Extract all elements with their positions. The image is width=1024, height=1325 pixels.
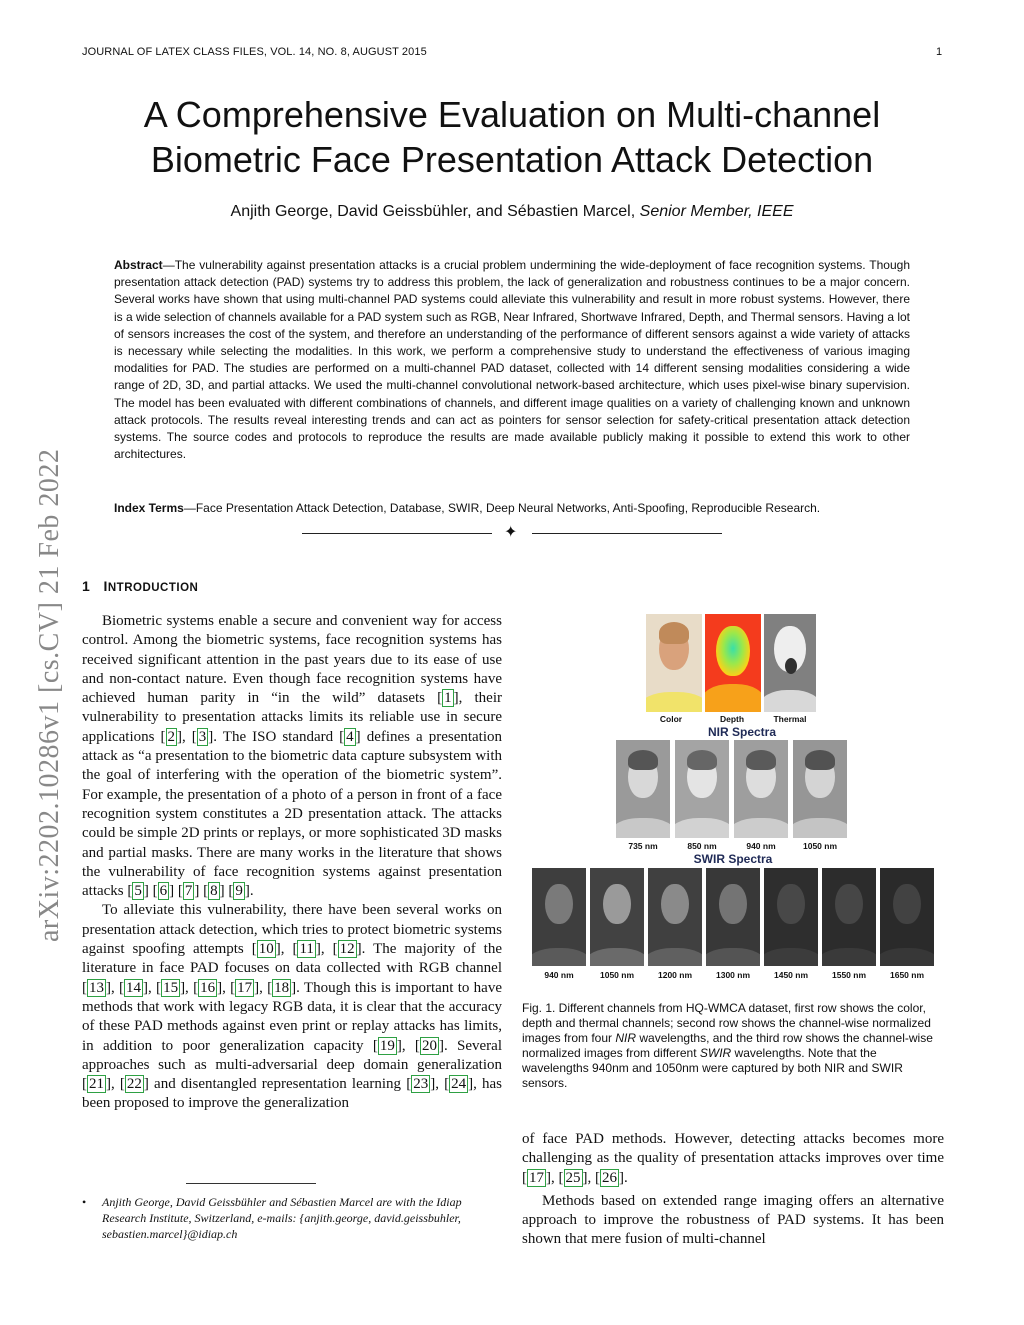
section-heading <box>82 578 198 594</box>
citation-link[interactable]: 12 <box>339 941 355 958</box>
text-run: of face PAD methods. However, detecting attacks becomes more challenging as the quality of presentation attacks improves over time <box>522 1131 944 1167</box>
title-line-1: A Comprehensive Evaluation on Multi-channel <box>143 94 881 135</box>
swir-image-1 <box>532 868 586 966</box>
swir-label-3: 1200 nm <box>657 970 693 980</box>
swir-image-7 <box>880 868 934 966</box>
text-run: To alleviate this vulnerability, there have been several works on presentation attack detection, which tries to protect biometric systems against spoofing attempts <box>82 902 502 958</box>
citation-link[interactable]: 24 <box>451 1076 467 1093</box>
citation-link[interactable]: 4 <box>346 728 354 745</box>
intro-paragraph-2: To alleviate this vulnerability, there have been several works on presentation attack detection, which tries to protect biometric systems against spoofing attempts [ 10 ], [ 11 ], [ 12 ]. The majority of the literature in face PAD focuses on data collected with RGB channel [ 13 ], [ 14 ], [ 15 ], [ 16 ], [ 17 ], [ 18 ]. Though this is important to have methods that work with legacy RGB data, it is clear that the accuracy of these PAD methods against even print or replay attacks has limits, in addition to poor generalization capacity [ 19 ], [ 20 ]. Several approaches such as multi-adversarial deep domain generalization [ 21 ], [ 22 ] and disentangled representation learning [ 23 ], [ 24 ], has been proposed to improve the generalization <box>82 902 502 1112</box>
citation-link[interactable]: 10 <box>258 941 274 958</box>
figure-caption <box>522 1001 944 1091</box>
citation-link[interactable]: 5 <box>134 883 142 900</box>
citation-link[interactable]: 21 <box>89 1076 104 1093</box>
row1-label-color: Color <box>659 714 683 724</box>
text-run: , has been proposed to improve the generalization <box>82 1076 502 1112</box>
footnote-bullet-icon: • <box>82 1195 87 1209</box>
citation-link[interactable]: 9 <box>235 883 243 900</box>
swir-label-7: 1650 nm <box>889 970 925 980</box>
citation-link[interactable]: 2 <box>167 728 176 745</box>
separator-rule-left <box>302 533 492 534</box>
text-run: Biometric systems enable a secure and convenient way for access control. Among the biometric systems, face recognition systems has received significant attention in the past years due to its ease of use and non-contact nature. Even though face recognition systems have achieved human parity in “in the wild” datasets <box>82 613 502 707</box>
separator-rule-right <box>532 533 722 534</box>
nir-label-3: 940 nm <box>746 841 776 851</box>
paper-title <box>60 92 964 182</box>
citation-link[interactable]: 19 <box>379 1037 395 1054</box>
index-terms-label: Index Terms <box>114 501 184 515</box>
text-run: . Several approaches such as multi-adversarial deep domain generalization <box>82 1037 502 1073</box>
text-run: . <box>249 883 254 900</box>
arxiv-identifier[interactable]: arXiv:2202.10286v1 [cs.CV] 21 Feb 2022 <box>34 448 65 942</box>
row1-label-thermal: Thermal <box>773 714 807 724</box>
nir-label-4: 1050 nm <box>802 841 838 851</box>
running-head: JOURNAL OF LATEX CLASS FILES, VOL. 14, NO. 8, AUGUST 2015 <box>82 46 427 58</box>
text-run: SWIR <box>699 1046 732 1060</box>
text-run: NIR <box>615 1031 637 1045</box>
text-run: . The majority of the literature in face PAD focuses on data collected with RGB channel <box>82 941 502 977</box>
nir-image-4 <box>793 740 847 838</box>
abstract-text: —The vulnerability against presentation attacks is a crucial problem undermining the wide-deployment of face recognition systems. Though presentation attack detection (PAD) systems try to address this problem, the lack of generalization and robustness continues to be a major concern. Several works have shown that using multi-channel PAD systems could alleviate this vulnerability and result in more robust systems. However, there is a wide selection of channels available for a PAD system such as RGB, Near Infrared, Shortwave Infrared, Depth, and Thermal sensors. Having a lot of sensors increases the cost of the system, and therefore an understanding of the performance of different sensors against a wide variety of attacks is necessary while selecting the modalities. In this work, we perform a comprehensive study to understand the effectiveness of various imaging modalities for PAD. The studies are performed on a multi-channel PAD dataset, collected with 14 different sensing modalities considering a wide range of 2D, 3D, and partial attacks. We used the multi-channel convolutional network-based architecture, which uses pixel-wise binary supervision. The model has been evaluated with different combinations of channels, and different image qualities on a variety of challenging known and unknown attack protocols. The results reveal interesting trends and can act as pointers for sensor selection for safety-critical presentation attack detection systems. The source codes and protocols to reproduce the results are made available publicly making it possible to extend this work to other architectures. <box>114 258 910 462</box>
index-terms <box>114 500 910 516</box>
depth-image <box>705 614 761 712</box>
citation-link[interactable]: 16 <box>200 979 216 996</box>
section-title-rest: NTRODUCTION <box>107 582 199 594</box>
citation-link[interactable]: 17 <box>529 1169 544 1186</box>
text-run: Fig. 1. Different channels from HQ-WMCA dataset, first row shows the color, depth and thermal channels; second row shows the channel-wise normalized images from four <box>522 1001 931 1045</box>
swir-image-3 <box>648 868 702 966</box>
citation-link[interactable]: 18 <box>274 979 290 996</box>
swir-image-5 <box>764 868 818 966</box>
author-names: Anjith George, David Geissbühler, and Sébastien Marcel, <box>230 203 636 220</box>
thermal-image <box>764 614 816 712</box>
citation-link[interactable]: 15 <box>163 979 179 996</box>
abstract-label: Abstract <box>114 258 163 272</box>
swir-image-2 <box>590 868 644 966</box>
intro-paragraph-1: Biometric systems enable a secure and convenient way for access control. Among the biometric systems, face recognition systems has received significant attention in the past years due to its ease of use and non-contact nature. Even though face recognition systems have achieved human parity in “in the wild” datasets [ 1 ], their vulnerability to presentation attacks limits its reliable use in secure applications [ 2 ], [ 3 ]. The ISO standard [ 4 ] defines a presentation attack as “a presentation to the biometric data capture subsystem with the goal of interfering with the operation of the biometric system”. For example, the presentation of a photo of a person in front of a face recognition system constitutes a 2D presentation attack. The attacks could be simple 2D prints or replays, or more sophisticated 3D masks and partial masks. There are many works in the literature that shows the vulnerability of face recognition systems against presentation attacks [ 5 ] [ 6 ] [ 7 ] [ 8 ] [ 9 ]. <box>82 613 503 900</box>
separator-ornament-icon: ✦ <box>504 524 518 541</box>
citation-link[interactable]: 3 <box>198 728 207 745</box>
section-number: 1 <box>82 578 91 594</box>
nir-image-2 <box>675 740 729 838</box>
swir-spectra-title: SWIR Spectra <box>693 852 773 866</box>
citation-link[interactable]: 23 <box>413 1076 429 1093</box>
swir-label-1: 940 nm <box>544 970 574 980</box>
right-column-body <box>522 1130 944 1250</box>
text-run: defines a presentation attack as “a presentation to the biometric data capture subsystem with the goal of interfering with the operation of the biometric system”. For example, the presentation of a photo of a person in front of a face recognition system constitutes a 2D presentation attack. The attacks could be simple 2D prints or replays, or more sophisticated 3D masks and partial masks. There are many works in the literature that shows the vulnerability of face recognition systems against presentation attacks <box>82 728 503 900</box>
index-terms-text: —Face Presentation Attack Detection, Database, SWIR, Deep Neural Networks, Anti-Spoofing, Reproducible Research. <box>183 501 821 515</box>
nir-label-2: 850 nm <box>687 841 717 851</box>
abstract <box>114 257 910 463</box>
swir-label-2: 1050 nm <box>599 970 635 980</box>
color-image <box>646 614 702 712</box>
swir-label-5: 1450 nm <box>773 970 809 980</box>
citation-link[interactable]: 22 <box>126 1076 142 1093</box>
right-paragraph-2: Methods based on extended range imaging offers an alternative approach to improve the robustness of PAD systems. It has been shown that mere fusion of multi-channel <box>522 1192 944 1248</box>
citation-link[interactable]: 20 <box>421 1037 437 1054</box>
citation-link[interactable]: 17 <box>237 979 253 996</box>
footnote-text: Anjith George, David Geissbühler and Sébastien Marcel are with the Idiap Research Institute, Switzerland, e-mails: {anjith.george, david.geissbuhler, sebastien.marcel}@idiap.ch <box>102 1195 462 1241</box>
citation-link[interactable]: 8 <box>210 883 218 900</box>
nir-label-1: 735 nm <box>628 841 658 851</box>
citation-link[interactable]: 7 <box>184 883 193 900</box>
left-column-body <box>82 612 502 1114</box>
text-run: wavelengths. Note that the wavelengths 940nm and 1050nm were captured by both NIR and SWIR sensors. <box>522 1046 903 1090</box>
text-run: . <box>624 1169 628 1186</box>
swir-image-4 <box>706 868 760 966</box>
footnote <box>82 1194 502 1242</box>
author-role: Senior Member, IEEE <box>639 203 794 220</box>
author-list <box>60 203 964 221</box>
footnote-rule <box>186 1183 316 1184</box>
right-paragraph-1: of face PAD methods. However, detecting attacks becomes more challenging as the quality of presentation attacks improves over time [ 17 ], [ 25 ], [ 26 ]. <box>522 1131 944 1186</box>
text-run: , <box>182 728 192 745</box>
text-run: . The ISO standard <box>213 728 340 745</box>
text-run: . Though this is important to have methods that work with legacy RGB data, it is clear that the accuracy of these PAD methods against even print or replay attacks has limits, in addition to poor generalization capacity <box>82 979 502 1054</box>
citation-link[interactable]: 11 <box>299 941 314 958</box>
citation-link[interactable]: 26 <box>602 1169 617 1186</box>
citation-link[interactable]: 25 <box>565 1169 581 1186</box>
swir-label-6: 1550 nm <box>831 970 867 980</box>
citation-link[interactable]: 14 <box>126 979 142 996</box>
text-run: , their vulnerability to presentation attacks limits its reliable use in secure applications <box>82 690 502 745</box>
nir-spectra-title: NIR Spectra <box>707 725 777 739</box>
citation-link[interactable]: 13 <box>89 979 104 996</box>
page-number: 1 <box>936 46 943 58</box>
swir-label-4: 1300 nm <box>715 970 751 980</box>
citation-link[interactable]: 6 <box>159 883 168 900</box>
title-line-2: Biometric Face Presentation Attack Detection <box>150 139 874 180</box>
swir-image-6 <box>822 868 876 966</box>
text-run: and disentangled representation learning <box>148 1076 407 1093</box>
citation-link[interactable]: 1 <box>444 690 452 707</box>
text-run: wavelengths, and the third row shows the channel-wise normalized images from different <box>522 1031 933 1060</box>
nir-image-1 <box>616 740 670 838</box>
row1-label-depth: Depth <box>719 714 745 724</box>
nir-image-3 <box>734 740 788 838</box>
section-title-initial: I <box>103 578 108 594</box>
